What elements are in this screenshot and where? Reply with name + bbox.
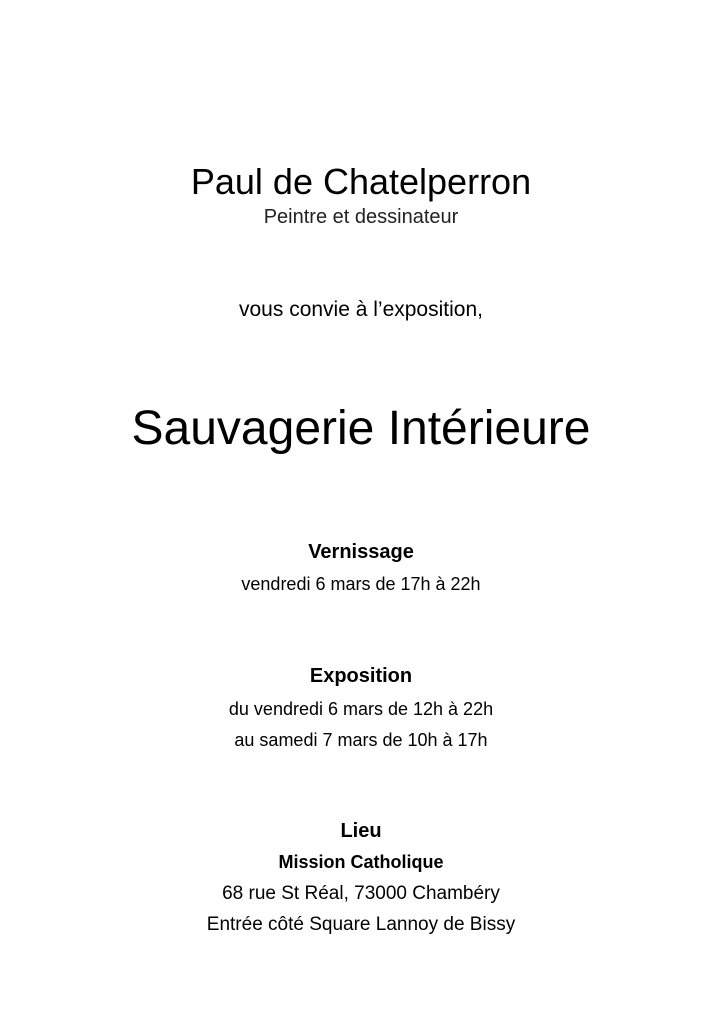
exposition-dates-start: du vendredi 6 mars de 12h à 22h	[228, 699, 494, 719]
exposition-dates-end: au samedi 7 mars de 10h à 17h	[234, 730, 488, 750]
artist-role: Peintre et dessinateur	[263, 206, 459, 228]
lieu-heading: Lieu	[340, 820, 382, 842]
vernissage-heading: Vernissage	[308, 541, 414, 563]
vernissage-date: vendredi 6 mars de 17h à 22h	[241, 574, 481, 594]
venue-name: Mission Catholique	[278, 852, 444, 872]
artist-name: Paul de Chatelperron	[190, 161, 532, 202]
venue-entrance: Entrée côté Square Lannoy de Bissy	[206, 914, 516, 935]
venue-address: 68 rue St Réal, 73000 Chambéry	[222, 883, 500, 904]
exposition-heading: Exposition	[309, 665, 413, 687]
exhibition-title: Sauvagerie Intérieure	[131, 402, 591, 455]
invitation-text: vous convie à l’exposition,	[239, 298, 483, 321]
